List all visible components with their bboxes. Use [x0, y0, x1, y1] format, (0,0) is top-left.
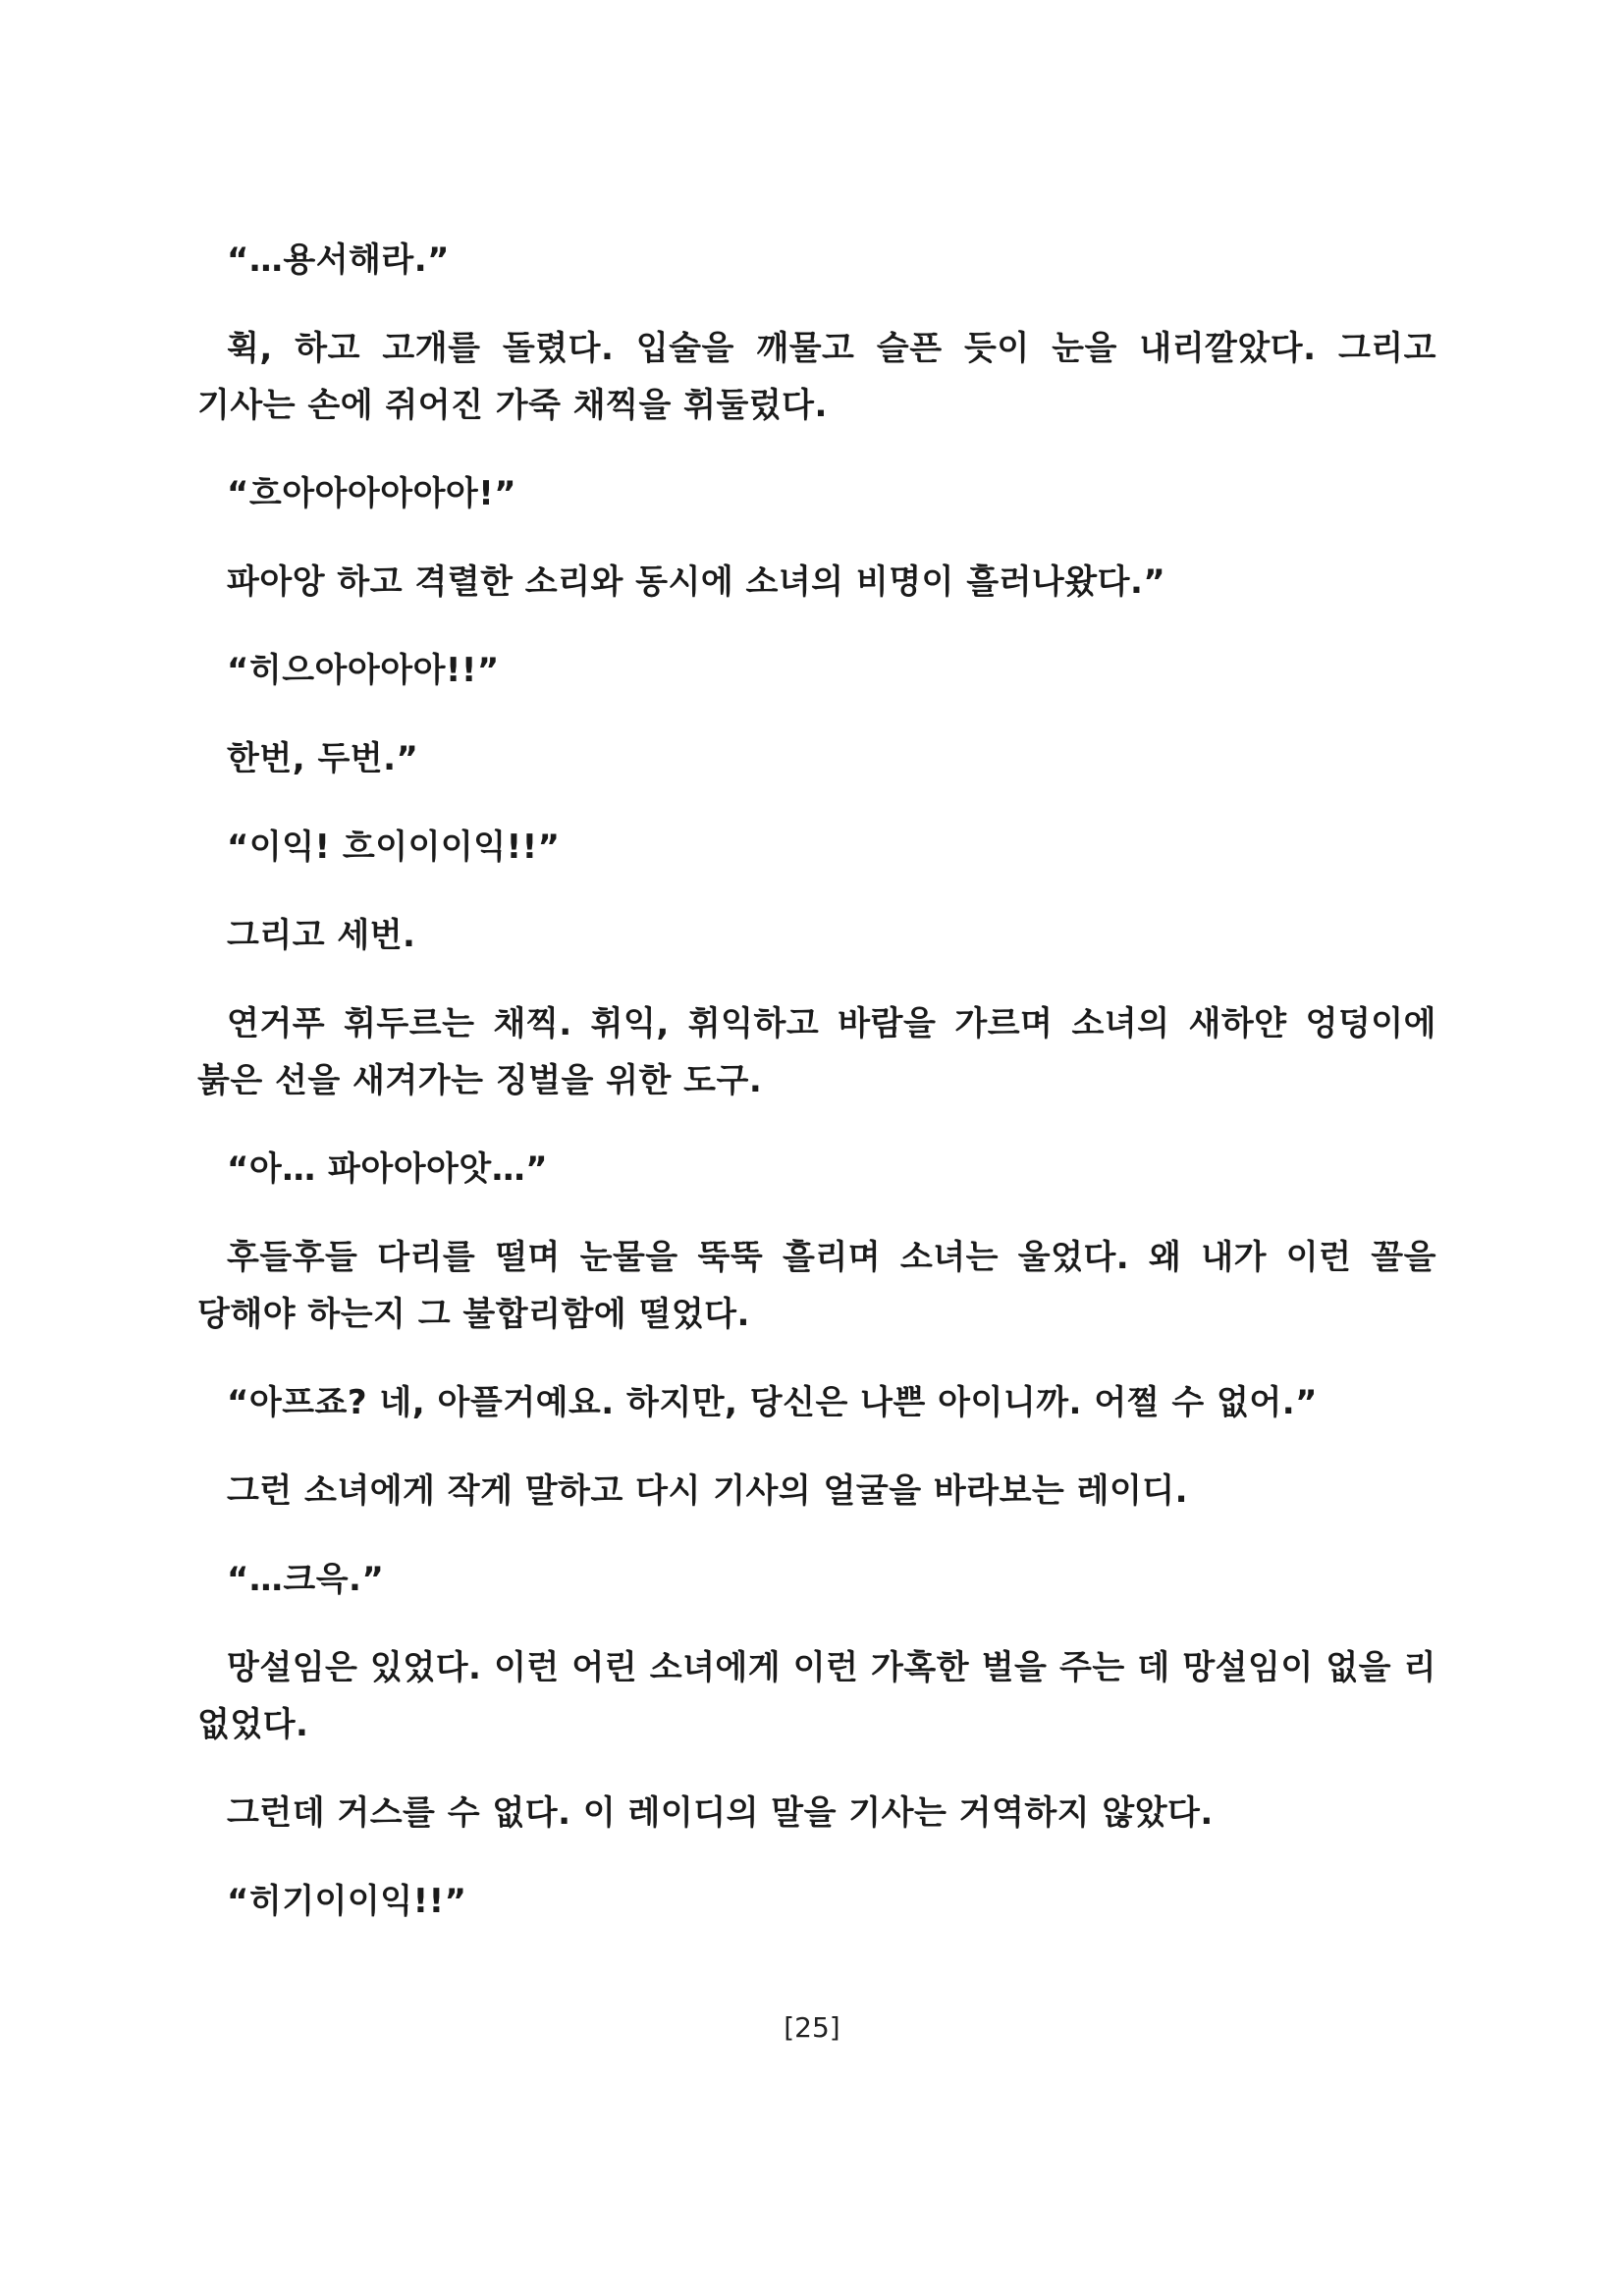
paragraph-10: “아… 파아아아앗…”	[227, 1149, 549, 1189]
paragraph-16: 그런데 거스를 수 없다. 이 레이디의 말을 기사는 거역하지 않았다.	[227, 1793, 1214, 1833]
paragraph-15: 망설임은 있었다. 이런 어린 소녀에게 이런 가혹한 벌을 주는 데 망설임이 없을 리 없었다.	[197, 1648, 1436, 1744]
paragraph-8: 그리고 세번.	[227, 916, 416, 955]
paragraph-17: “히기이이익!!”	[227, 1882, 467, 1921]
paragraph-5: “히으아아아아!!”	[227, 651, 500, 690]
paragraph-14: “…크윽.”	[227, 1560, 385, 1599]
paragraph-12: “아프죠? 네, 아플거예요. 하지만, 당신은 나쁜 아이니까. 어쩔 수 없어.”	[227, 1383, 1318, 1422]
page-number: [25]	[784, 2011, 840, 2044]
paragraph-2: 휙, 하고 고개를 돌렸다. 입술을 깨물고 슬픈 듯이 눈을 내리깔았다. 그리고 기사는 손에 쥐어진 가죽 채찍을 휘둘렀다.	[197, 329, 1436, 425]
paragraph-9: 연거푸 휘두르는 채찍. 휘익, 휘익하고 바람을 가르며 소녀의 새하얀 엉덩이에 붉은 선을 새겨가는 징벌을 위한 도구.	[197, 1004, 1436, 1100]
paragraph-6: 한번, 두번.”	[227, 739, 419, 778]
body-text	[197, 232, 1436, 1961]
paragraph-13: 그런 소녀에게 작게 말하고 다시 기사의 얼굴을 바라보는 레이디.	[227, 1471, 1189, 1511]
paragraph-1: “…용서해라.”	[227, 240, 450, 280]
paragraph-4: 파아앙 하고 격렬한 소리와 동시에 소녀의 비명이 흘러나왔다.”	[227, 562, 1166, 602]
paragraph-3: “흐아아아아아아!”	[227, 474, 517, 513]
paragraph-11: 후들후들 다리를 떨며 눈물을 뚝뚝 흘리며 소녀는 울었다. 왜 내가 이런 꼴을 당해야 하는지 그 불합리함에 떨었다.	[197, 1238, 1436, 1334]
paragraph-7: “이익! 흐이이이익!!”	[227, 828, 561, 867]
